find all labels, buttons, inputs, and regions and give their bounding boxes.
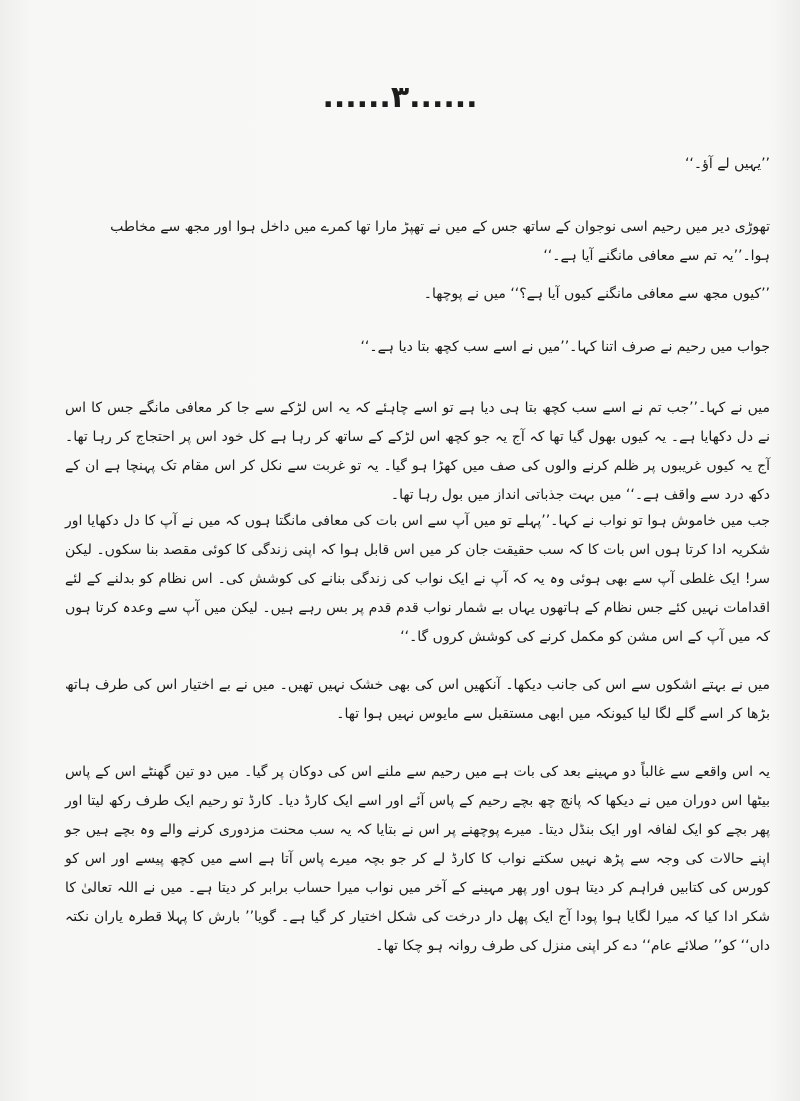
paragraph-8: یہ اس واقعے سے غالباً دو مہینے بعد کی بات ہے میں رحیم سے ملنے اس کی دوکان پر گیا۔ میں دو تین گھنٹے اس کے پاس بیٹھا اس دوران میں نے دیکھا کہ پانچ چھ بچے رحیم کے پاس آئے اور اسے ایک کارڈ دیا۔ کارڈ تو رحیم ایک طرف رکھ لیتا اور پھر بچے کو ایک لفافہ اور ایک بنڈل دیتا۔ میرے پوچھنے پر اس نے بتایا کہ یہ سب محنت مزدوری کرنے والے وہ بچے ہیں جو اپنے حالات کی وجہ سے پڑھ نہیں سکتے نواب کا کارڈ لے کر جو بچہ میرے پاس آتا ہے اسے میں کچھ پیسے اور اس کو کورس کی کتابیں فراہم کر دیتا ہوں اور پھر مہینے کے آخر میں نواب میرا حساب برابر کر دیتا ہے۔ میں نے اللہ تعالیٰ کا شکر ادا کیا کہ میرا لگایا ہوا پودا آج ایک پھل دار درخت کی شکل اختیار کر گیا ہے۔ گویا’’ بارش کا پہلا قطرہ یاران نکتہ داں‘‘ کو’’ صلائے عام‘‘ دے کر اپنی منزل کی طرف روانہ ہو چکا تھا۔ xyxy=(65,764,770,954)
paragraph-6: جب میں خاموش ہوا تو نواب نے کہا۔’’پہلے تو میں آپ سے اس بات کی معافی مانگتا ہوں کہ میں نے آپ کا دل دکھایا اور شکریہ ادا کرتا ہوں اس بات کا کہ سب حقیقت جان کر میں اس قابل ہوا کہ اپنی زندگی کا کوئی مقصد بنا سکوں۔ لیکن سر! ایک غلطی آپ سے بھی ہوئی وہ یہ کہ آپ نے ایک نواب کی زندگی بنانے کی کوشش کی۔ اس نظام کو بدلنے کے لئے اقدامات نہیں کئے جس نظام کے ہاتھوں یہاں بے شمار نواب قدم قدم پر بس رہے ہیں۔ لیکن میں آپ سے وعدہ کرتا ہوں کہ میں آپ کے اس مشن کو مکمل کرنے کی کوشش کروں گا۔‘‘ xyxy=(65,513,770,645)
paragraph-5: میں نے کہا۔’’جب تم نے اسے سب کچھ بتا ہی دیا ہے تو اسے چاہئے کہ یہ اس لڑکے سے جا کر معافی مانگے جس کا اس نے دل دکھایا ہے۔ یہ کیوں بھول گیا تھا کہ آج یہ جو کچھ اس لڑکے کے ساتھ کر رہا ہے کل خود اس پر احتجاج کر رہا تھا۔ آج یہ کیوں غریبوں پر ظلم کرنے والوں کی صف میں کھڑا ہو گیا۔ یہ تو غربت سے نکل کر اس مقام تک پہنچا ہے ان کے دکھ درد سے واقف ہے۔‘‘ میں بہت جذباتی انداز میں بول رہا تھا۔ xyxy=(65,400,770,503)
paragraph-2: تھوڑی دیر میں رحیم اسی نوجوان کے ساتھ جس کے میں نے تھپڑ مارا تھا کمرے میں داخل ہوا اور مجھ سے مخاطب ہوا۔’’یہ تم سے معافی مانگنے آیا ہے۔‘‘ xyxy=(110,219,770,264)
paragraph-7: میں نے بہتے اشکوں سے اس کی جانب دیکھا۔ آنکھیں اس کی بھی خشک نہیں تھیں۔ میں نے بے اختیار اس کی طرف ہاتھ بڑھا کر اسے گلے لگا لیا کیونکہ میں ابھی مستقبل سے مایوس نہیں ہوا تھا۔ xyxy=(65,677,770,722)
paragraph-4: جواب میں رحیم نے صرف اتنا کہا۔’’میں نے اسے سب کچھ بتا دیا ہے۔‘‘ xyxy=(360,339,770,355)
paragraph-1: ’’یہیں لے آؤ۔‘‘ xyxy=(684,156,770,172)
page-number: ......۳...... xyxy=(322,80,478,115)
paragraph-3: ’’کیوں مجھ سے معافی مانگنے کیوں آیا ہے؟‘‘ میں نے پوچھا۔ xyxy=(423,286,770,302)
